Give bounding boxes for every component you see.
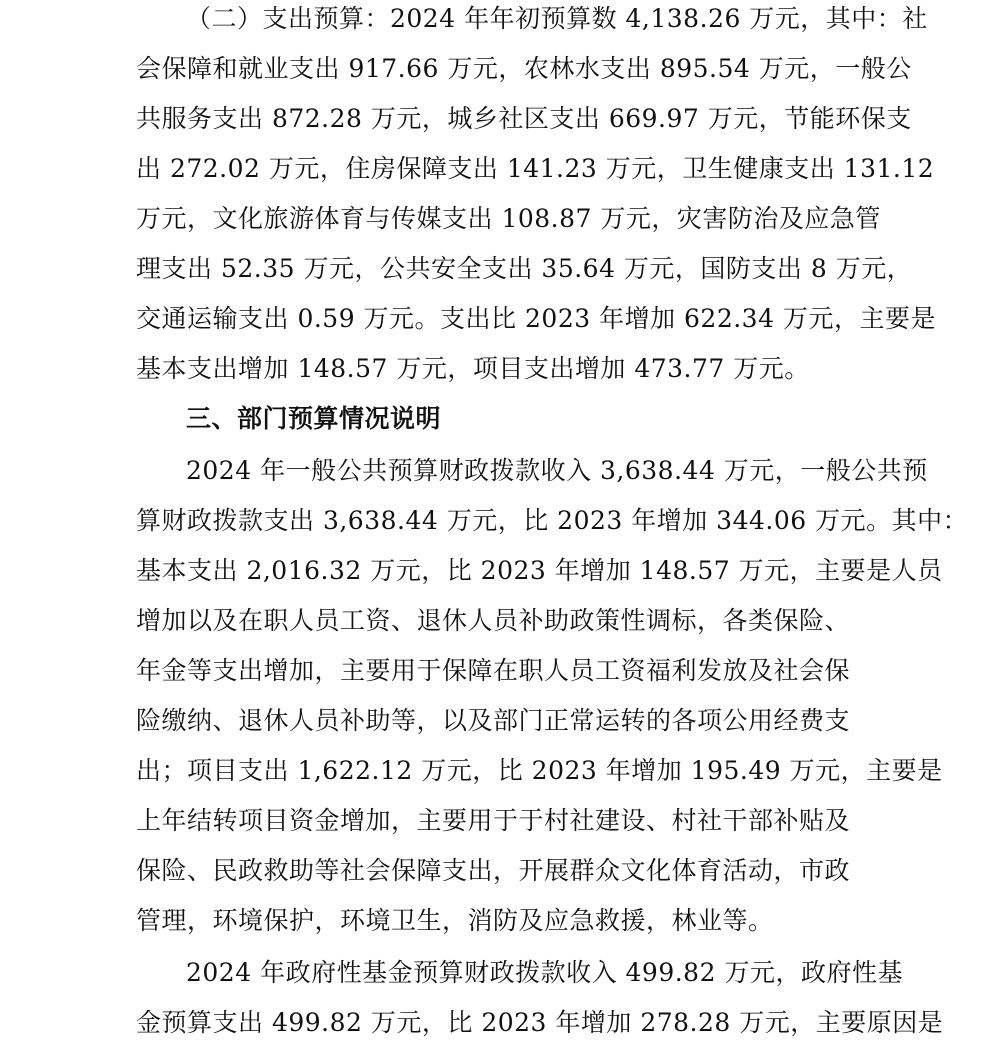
paragraph-line: 出 272.02 万元，住房保障支出 141.23 万元，卫生健康支出 131.12 (136, 154, 935, 183)
paragraph-line: 算财政拨款支出 3,638.44 万元，比 2023 年增加 344.06 万元。其中： (136, 506, 969, 535)
paragraph-line: 保险、民政救助等社会保障支出，开展群众文化体育活动，市政 (136, 856, 851, 885)
paragraph-line: 基本支出增加 148.57 万元，项目支出增加 473.77 万元。 (136, 354, 810, 383)
paragraph-line: 金预算支出 499.82 万元，比 2023 年增加 278.28 万元，主要原因是 (136, 1008, 944, 1037)
paragraph-line: 年金等支出增加，主要用于保障在职人员工资福利发放及社会保 (136, 656, 851, 685)
paragraph-line: 增加以及在职人员工资、退休人员补助政策性调标，各类保险、 (136, 606, 851, 635)
paragraph-line: 会保障和就业支出 917.66 万元，农林水支出 895.54 万元，一般公 (136, 54, 912, 83)
section-heading: 三、部门预算情况说明 (186, 404, 442, 433)
paragraph-line: 2024 年政府性基金预算财政拨款收入 499.82 万元，政府性基 (186, 958, 903, 987)
paragraph-line: 管理，环境保护，环境卫生，消防及应急救援，林业等。 (136, 906, 774, 935)
paragraph-line: 出；项目支出 1,622.12 万元，比 2023 年增加 195.49 万元，主要是 (136, 756, 943, 785)
paragraph-line: 险缴纳、退休人员补助等，以及部门正常运转的各项公用经费支 (136, 706, 851, 735)
paragraph-line: 基本支出 2,016.32 万元，比 2023 年增加 148.57 万元，主要是人员 (136, 556, 943, 585)
paragraph-line: 理支出 52.35 万元，公共安全支出 35.64 万元，国防支出 8 万元， (136, 254, 913, 283)
paragraph-line: 2024 年一般公共预算财政拨款收入 3,638.44 万元，一般公共预 (186, 456, 928, 485)
paragraph-line: 万元，文化旅游体育与传媒支出 108.87 万元，灾害防治及应急管 (136, 204, 881, 233)
paragraph-line: （二）支出预算：2024 年年初预算数 4,138.26 万元，其中：社 (186, 4, 928, 33)
paragraph-line: 共服务支出 872.28 万元，城乡社区支出 669.97 万元，节能环保支 (136, 104, 912, 133)
paragraph-line: 上年结转项目资金增加，主要用于于村社建设、村社干部补贴及 (136, 806, 851, 835)
paragraph-line: 交通运输支出 0.59 万元。支出比 2023 年增加 622.34 万元，主要是 (136, 304, 936, 333)
